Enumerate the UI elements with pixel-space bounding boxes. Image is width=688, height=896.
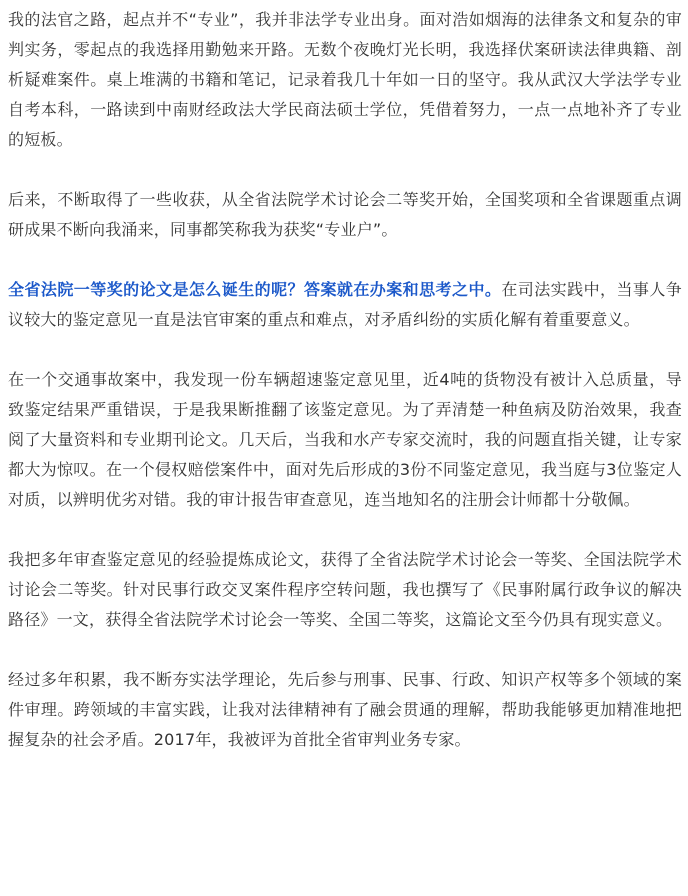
paragraph-first-prize-paper <box>8 275 682 335</box>
paragraph-origin-story: 我的法官之路，起点并不“专业”，我并非法学专业出身。面对浩如烟海的法律条文和复杂的审判实务，零起点的我选择用勤勉来开路。无数个夜晚灯光长明，我选择伏案研读法律典籍、剖析疑难案件。桌上堆满的书籍和笔记，记录着我几十年如一日的坚守。我从武汉大学法学专业自考本科，一路读到中南财经政法大学民商法硕士学位，凭借着努力，一点一点地补齐了专业的短板。 <box>8 10 682 149</box>
paragraph-first-prize-body: 在司法实践中，当事人争议较大的鉴定意见一直是法官审案的重点和难点，对矛盾纠纷的实质化解有着重要意义。 <box>8 280 682 329</box>
paragraph-case-examples: 在一个交通事故案中，我发现一份车辆超速鉴定意见里，近4吨的货物没有被计入总质量，导致鉴定结果严重错误，于是我果断推翻了该鉴定意见。为了弄清楚一种鱼病及防治效果，我查阅了大量资料和专业期刊论文。几天后，当我和水产专家交流时，我的问题直指关键，让专家都大为惊叹。在一个侵权赔偿案件中，面对先后形成的3份不同鉴定意见，我当庭与3位鉴定人对质，以辨明优劣对错。我的审计报告审查意见，连当地知名的注册会计师都十分敬佩。 <box>8 370 682 509</box>
paragraph-thesis-awards: 我把多年审查鉴定意见的经验提炼成论文，获得了全省法院学术讨论会一等奖、全国法院学术讨论会二等奖。针对民事行政交叉案件程序空转问题，我也撰写了《民事附属行政争议的解决路径》一文，获得全省法院学术讨论会一等奖、全国二等奖，这篇论文至今仍具有现实意义。 <box>8 550 682 629</box>
article-body <box>0 5 688 896</box>
paragraph-awards: 后来，不断取得了一些收获，从全省法院学术讨论会二等奖开始，全国奖项和全省课题重点调研成果不断向我涌来，同事都笑称我为获奖“专业户”。 <box>8 190 682 239</box>
highlighted-lead-sentence: 全省法院一等奖的论文是怎么诞生的呢？答案就在办案和思考之中。 <box>8 280 502 299</box>
paragraph-expert-title: 经过多年积累，我不断夯实法学理论，先后参与刑事、民事、行政、知识产权等多个领域的案件审理。跨领域的丰富实践，让我对法律精神有了融会贯通的理解，帮助我能够更加精准地把握复杂的社会矛盾。2017年，我被评为首批全省审判业务专家。 <box>8 670 682 749</box>
